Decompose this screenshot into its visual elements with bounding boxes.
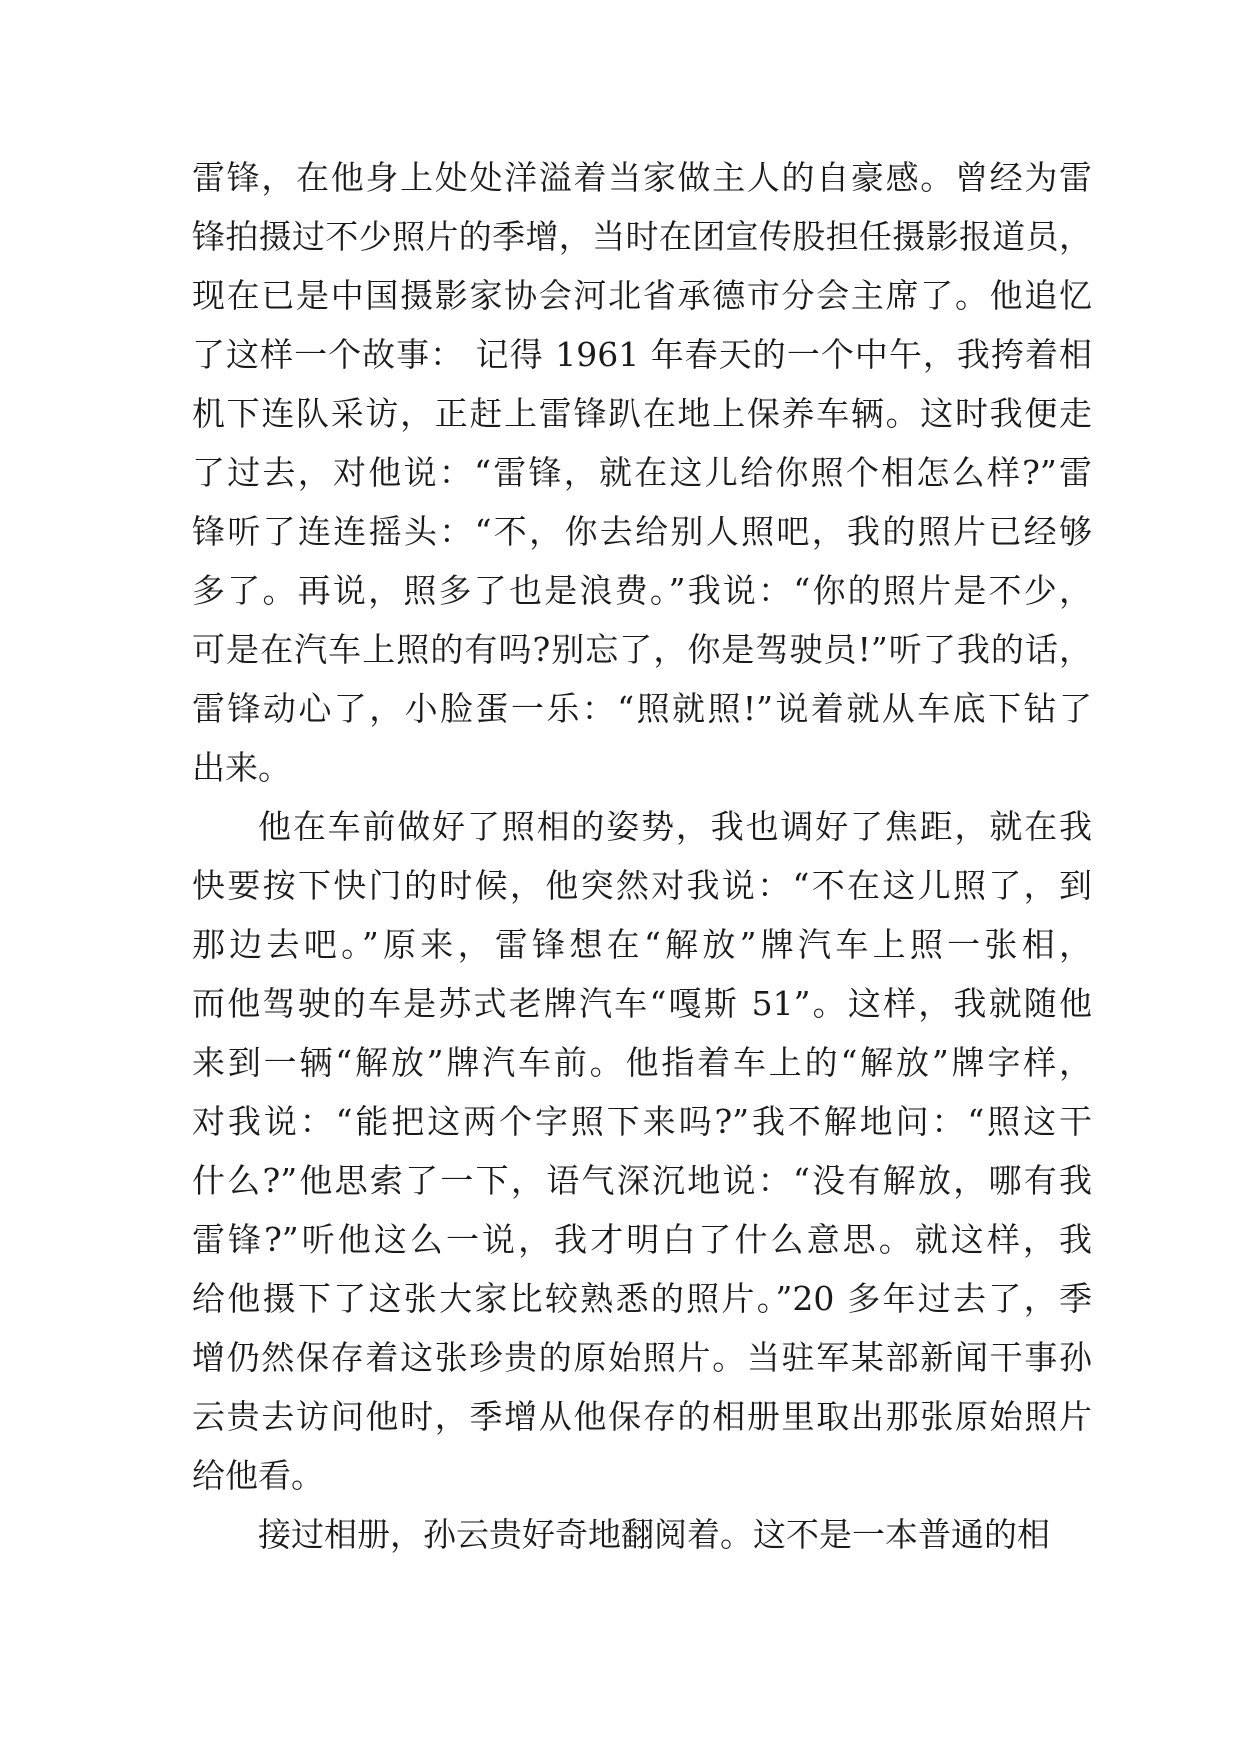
- text-line: 来到一辆“解放”牌汽车前。他指着车上的“解放”牌字样，: [192, 1043, 1092, 1082]
- text-line: 雷锋?”听他这么一说，我才明白了什么意思。就这样，我: [192, 1220, 1092, 1259]
- text-line: 快要按下快门的时候，他突然对我说：“不在这儿照了，到: [192, 866, 1092, 905]
- text-line: 而他驾驶的车是苏式老牌汽车“嘎斯 51”。这样，我就随他: [192, 984, 1092, 1023]
- text-line: 增仍然保存着这张珍贵的原始照片。当驻军某部新闻干事孙: [192, 1338, 1092, 1377]
- paragraph-first-line: 他在车前做好了照相的姿势，我也调好了焦距，就在我: [258, 807, 1092, 846]
- text-line: 了这样一个故事： 记得 1961 年春天的一个中午，我挎着相: [192, 335, 1092, 374]
- text-line: 了过去，对他说：“雷锋，就在这儿给你照个相怎么样?”雷: [192, 453, 1092, 492]
- body-text: [192, 148, 1092, 1564]
- text-line: 锋拍摄过不少照片的季增，当时在团宣传股担任摄影报道员，: [192, 217, 1092, 256]
- text-line: 可是在汽车上照的有吗?别忘了，你是驾驶员!”听了我的话，: [192, 630, 1092, 669]
- text-line: 多了。再说，照多了也是浪费。”我说：“你的照片是不少，: [192, 571, 1092, 610]
- text-line: 出来。: [192, 748, 291, 787]
- text-line: 雷锋动心了，小脸蛋一乐：“照就照!”说着就从车底下钻了: [192, 689, 1092, 728]
- text-line: 给他看。: [192, 1456, 324, 1495]
- text-line: 对我说：“能把这两个字照下来吗?”我不解地问：“照这干: [192, 1102, 1092, 1141]
- text-line: 什么?”他思索了一下，语气深沉地说：“没有解放，哪有我: [192, 1161, 1092, 1200]
- paragraph-first-line: 接过相册，孙云贵好奇地翻阅着。这不是一本普通的相: [258, 1515, 1050, 1554]
- text-line: 云贵去访问他时，季增从他保存的相册里取出那张原始照片: [192, 1397, 1092, 1436]
- text-line: 雷锋，在他身上处处洋溢着当家做主人的自豪感。曾经为雷: [192, 158, 1092, 197]
- text-line: 现在已是中国摄影家协会河北省承德市分会主席了。他追忆: [192, 276, 1092, 315]
- text-line: 机下连队采访，正赶上雷锋趴在地上保养车辆。这时我便走: [192, 394, 1092, 433]
- text-line: 锋听了连连摇头：“不，你去给别人照吧，我的照片已经够: [192, 512, 1092, 551]
- text-line: 给他摄下了这张大家比较熟悉的照片。”20 多年过去了，季: [192, 1279, 1092, 1318]
- text-line: 那边去吧。”原来，雷锋想在“解放”牌汽车上照一张相，: [192, 925, 1092, 964]
